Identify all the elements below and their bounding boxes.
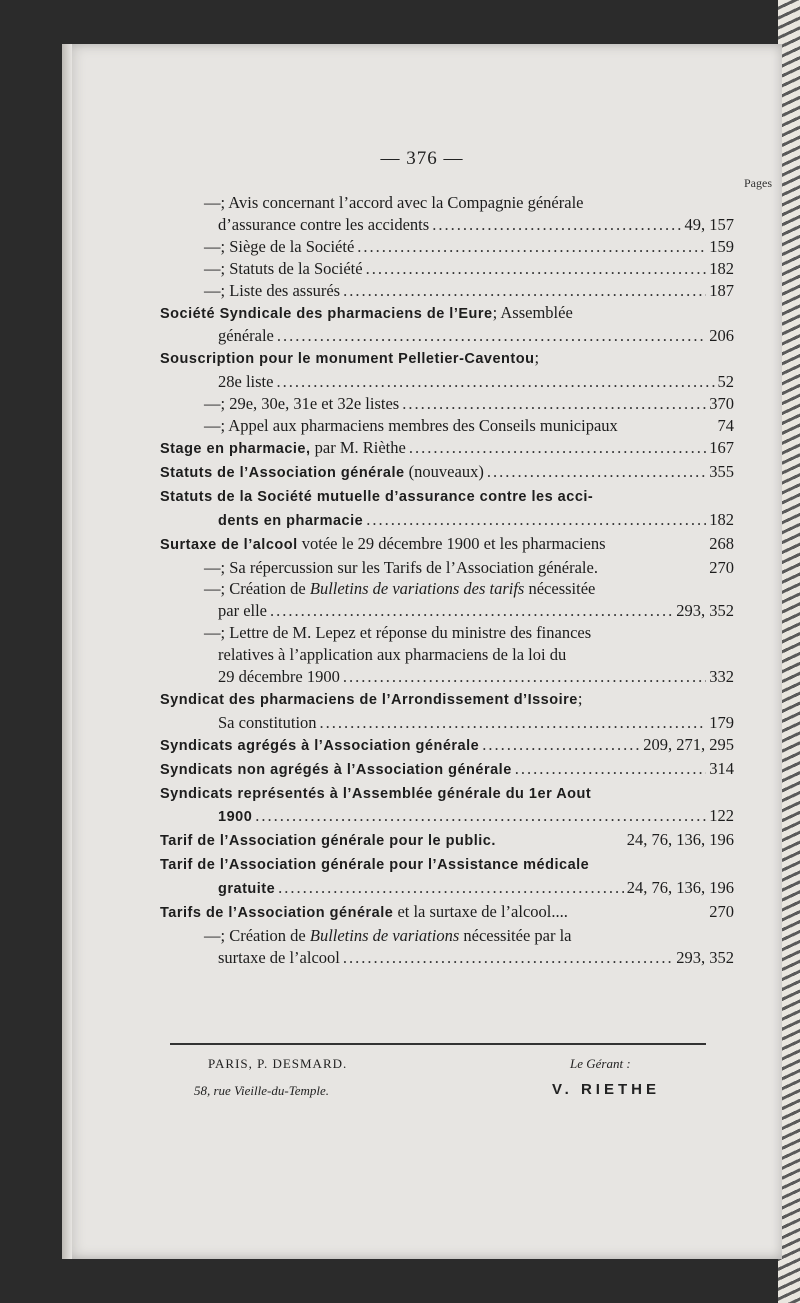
entry-text-part: —; Liste des assurés: [204, 280, 341, 300]
index-entry: [160, 461, 734, 485]
leader-dots: [366, 509, 706, 531]
index-entry: [160, 688, 734, 734]
index-entry: [160, 236, 734, 258]
entry-heading: Syndicat des pharmaciens de l’Arrondissement d’Issoire: [160, 691, 578, 708]
page-reference: 182: [709, 258, 734, 278]
entry-line: [204, 557, 734, 579]
entry-line: [160, 461, 734, 485]
page-reference: 74: [717, 416, 734, 436]
entry-text: [160, 437, 406, 461]
index-entry: [160, 258, 734, 280]
index-entry: [160, 393, 734, 415]
entry-text-part: —; Avis concernant l’accord avec la Compagnie générale: [204, 193, 584, 212]
entry-text: [160, 485, 593, 509]
entry-heading: Souscription pour le monument Pelletier-Caventou: [160, 351, 535, 368]
entry-text: [218, 666, 340, 688]
index-entry: [160, 280, 734, 302]
entry-text-part: nécessitée: [524, 579, 596, 599]
entry-text: [218, 600, 267, 622]
entry-heading: Statuts de la Société mutuelle d’assurance contre les acci-: [160, 488, 594, 505]
footer-rule: [170, 1043, 706, 1045]
index-entry: [160, 782, 734, 830]
entry-text: [218, 877, 275, 901]
entry-line: [160, 782, 734, 806]
page-reference: 332: [709, 667, 734, 687]
entry-text: [204, 236, 354, 258]
page-reference: 159: [709, 236, 734, 256]
page-reference: 293, 352: [676, 601, 734, 621]
leader-dots: [515, 758, 706, 780]
entry-text-part: —; Statuts de la Société: [204, 258, 363, 278]
entry-text: [160, 901, 568, 925]
leader-dots: [320, 712, 707, 734]
entry-line: [160, 347, 734, 371]
page-reference: 209, 271, 295: [643, 734, 734, 754]
entry-text: [204, 280, 340, 302]
page-reference: 314: [709, 758, 734, 778]
entry-heading: Tarif de l’Association générale pour le public.: [160, 833, 496, 850]
page-number: — 376 —: [380, 148, 464, 169]
index-entry: [160, 578, 734, 622]
printer-address: 58, rue Vieille-du-Temple.: [194, 1083, 330, 1098]
entry-text: [160, 758, 512, 782]
entry-line: [204, 925, 734, 947]
entry-text: [204, 925, 572, 947]
page-reference: 179: [709, 712, 734, 732]
entry-text: [204, 578, 595, 600]
entry-line: [204, 947, 734, 969]
index-entry: [160, 758, 734, 782]
entry-text-part: —; Siège de la Société: [204, 236, 355, 256]
entry-line: [204, 236, 734, 258]
entry-text: [204, 415, 618, 437]
entry-heading: gratuite: [218, 881, 276, 898]
entry-text: [218, 947, 340, 969]
entry-text-part: par elle: [218, 601, 268, 621]
entry-text-part: 28e liste: [218, 372, 274, 392]
pages-column-label: Pages: [744, 176, 772, 190]
entry-heading: Syndicats non agrégés à l’Association générale: [160, 761, 512, 778]
entry-text-part: —; 29e, 30e, 31e et 32e listes: [204, 394, 400, 414]
leader-dots: [409, 437, 706, 459]
entry-text-part: —; Création de: [204, 926, 310, 945]
entry-line: [204, 578, 734, 600]
entry-line: [204, 258, 734, 280]
entry-text-part: relatives à l’application aux pharmaciens de la loi du: [218, 645, 567, 665]
entry-heading: Syndicats représentés à l’Assemblée générale du 1er Aout: [160, 785, 592, 802]
index-entry: [160, 622, 734, 688]
entry-line: [160, 877, 734, 901]
entry-line: [160, 509, 734, 533]
entry-text: [204, 393, 399, 415]
page-reference: 49, 157: [684, 214, 734, 234]
entry-text: [204, 192, 583, 214]
entry-text: [160, 734, 479, 758]
entry-line: [160, 829, 734, 853]
page-reference: 167: [709, 437, 734, 457]
entry-text-part: d’assurance contre les accidents: [218, 214, 430, 234]
page-reference: 206: [709, 326, 734, 346]
leader-dots: [343, 280, 706, 302]
entry-text: [218, 214, 429, 236]
entry-line: [160, 853, 734, 877]
entry-text: [218, 712, 317, 734]
leader-dots: [255, 805, 706, 827]
entry-text-part: —; Appel aux pharmaciens membres des Conseils municipaux: [204, 416, 618, 436]
entry-text-part: surtaxe de l’alcool: [218, 947, 340, 967]
leader-dots: [276, 371, 714, 393]
index-entry: [160, 302, 734, 348]
entry-text: [218, 509, 363, 533]
entry-line: [160, 712, 734, 734]
index-entry: [160, 734, 734, 758]
entry-italic-text: Bulletins de variations des tarifs: [309, 579, 525, 599]
leader-dots: [432, 214, 681, 236]
entry-text-part: (nouveaux): [404, 461, 484, 481]
entry-text: [160, 461, 484, 485]
page-reference: 24, 76, 136, 196: [626, 878, 734, 898]
entry-heading: Statuts de l’Association générale: [160, 464, 405, 481]
index-entry: [160, 485, 734, 533]
entry-text-part: 29 décembre 1900: [218, 667, 340, 687]
entry-line: [160, 302, 734, 326]
page-reference: 52: [717, 372, 734, 392]
entry-text-part: et la surtaxe de l’alcool....: [393, 902, 568, 922]
entry-text-part: par M. Rièthe: [310, 437, 406, 457]
index-entry: [160, 925, 734, 969]
entry-heading: Stage en pharmacie,: [160, 440, 311, 457]
entry-text-part: ;: [577, 688, 583, 708]
page-reference: 355: [709, 461, 734, 481]
entry-text: [204, 557, 598, 579]
entry-line: [160, 688, 734, 712]
entry-heading: 1900: [218, 809, 253, 826]
index-entry: [160, 192, 734, 236]
entry-text-part: —; Lettre de M. Lepez et réponse du ministre des finances: [204, 623, 592, 643]
entry-text: [160, 302, 573, 326]
entry-text-part: Sa constitution: [218, 712, 317, 732]
entry-text: [160, 829, 496, 853]
entry-line: [204, 666, 734, 688]
leader-dots: [278, 877, 624, 899]
entry-line: [160, 901, 734, 925]
entry-heading: Syndicats agrégés à l’Association générale: [160, 737, 480, 754]
entry-heading: Tarifs de l’Association générale: [160, 905, 394, 922]
leader-dots: [277, 325, 706, 347]
page-reference: 270: [709, 902, 734, 922]
index-entry: [160, 347, 734, 393]
entry-text-part: votée le 29 décembre 1900 et les pharmaciens: [297, 533, 606, 553]
gerant-label: Le Gérant :: [570, 1056, 631, 1071]
entry-italic-text: Bulletins de variations: [309, 926, 460, 945]
leader-dots: [366, 258, 707, 280]
entry-text: [160, 347, 539, 371]
index-entry: [160, 415, 734, 437]
entry-line: [160, 734, 734, 758]
index-entry: [160, 901, 734, 925]
leader-dots: [343, 947, 673, 969]
gerant-name: V. RIETHE: [552, 1081, 660, 1098]
entry-text-part: ; Assemblée: [492, 302, 573, 322]
page-reference: 293, 352: [676, 947, 734, 967]
entry-heading: Société Syndicale des pharmaciens de l’Eure: [160, 305, 493, 322]
index-entry: [160, 853, 734, 901]
entry-text-part: générale: [218, 326, 274, 346]
index-entry: [160, 437, 734, 461]
entry-line: [204, 622, 734, 644]
entry-text: [160, 782, 591, 806]
entry-line: [160, 437, 734, 461]
entry-heading: Surtaxe de l’alcool: [160, 536, 298, 553]
entry-line: [160, 805, 734, 829]
entry-text-part: —; Création de: [204, 579, 310, 599]
page-reference: 268: [709, 533, 734, 553]
entry-text: [218, 371, 273, 393]
entry-text: [218, 805, 252, 829]
page-reference: 187: [709, 280, 734, 300]
page-reference: 370: [709, 394, 734, 414]
page-reference: 24, 76, 136, 196: [626, 830, 734, 850]
page-reference: 122: [709, 806, 734, 826]
index-list: [160, 192, 734, 969]
page-spine-shadow: [62, 44, 72, 1259]
entry-line: [204, 280, 734, 302]
entry-text: [160, 688, 582, 712]
leader-dots: [402, 393, 706, 415]
entry-text: [204, 258, 363, 280]
book-page: [62, 44, 782, 1259]
entry-text-part: ;: [534, 348, 540, 368]
entry-text: [160, 853, 589, 877]
entry-line: [204, 192, 734, 214]
entry-text: [160, 533, 606, 557]
entry-line: [204, 393, 734, 415]
index-entry: [160, 829, 734, 853]
page-reference: 182: [709, 509, 734, 529]
printer-name: PARIS, P. DESMARD.: [208, 1056, 348, 1071]
leader-dots: [270, 600, 673, 622]
entry-line: [160, 325, 734, 347]
leader-dots: [482, 734, 640, 756]
leader-dots: [357, 236, 706, 258]
entry-heading: Tarif de l’Association générale pour l’Assistance médicale: [160, 857, 590, 874]
entry-text: [218, 325, 274, 347]
entry-heading: dents en pharmacie: [218, 512, 364, 529]
index-entry: [160, 533, 734, 557]
leader-dots: [343, 666, 706, 688]
page-reference: 270: [709, 557, 734, 577]
entry-line: [160, 371, 734, 393]
entry-line: [204, 214, 734, 236]
entry-line: [160, 758, 734, 782]
entry-text-part: nécessitée par la: [459, 926, 572, 945]
entry-line: [160, 485, 734, 509]
entry-line: [204, 644, 734, 666]
entry-text: [204, 622, 591, 644]
leader-dots: [487, 461, 706, 483]
entry-line: [160, 533, 734, 557]
entry-line: [204, 415, 734, 437]
index-entry: [160, 557, 734, 579]
entry-line: [204, 600, 734, 622]
entry-text-part: —; Sa répercussion sur les Tarifs de l’Association générale.: [204, 557, 598, 577]
entry-text: [218, 644, 566, 666]
